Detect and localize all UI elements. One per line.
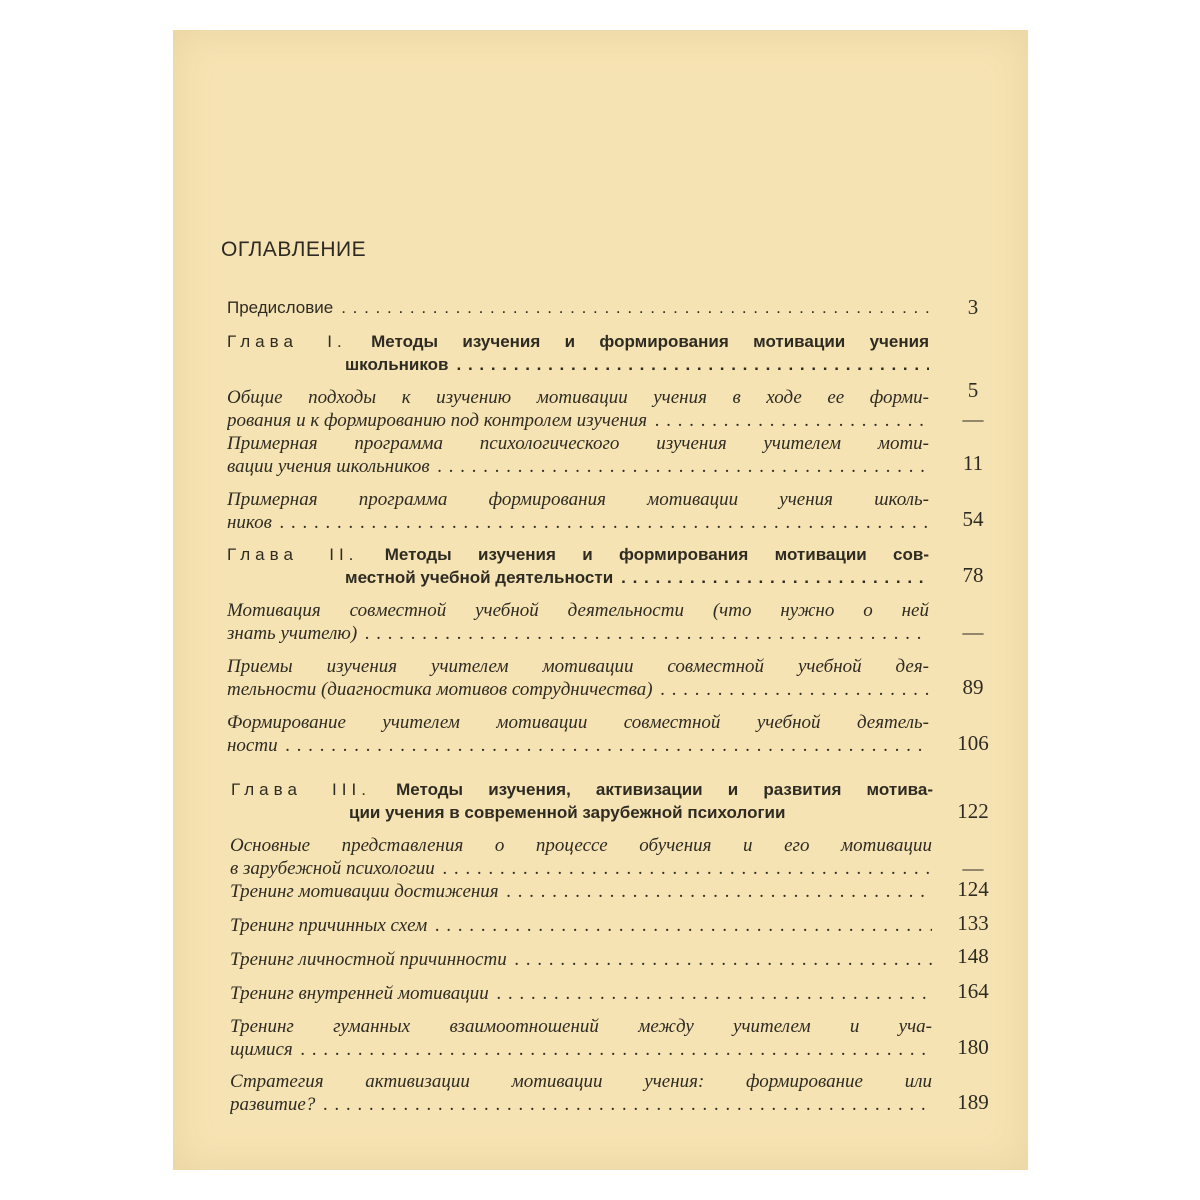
toc-section — [227, 488, 929, 534]
toc-section — [227, 655, 929, 701]
toc-section — [227, 599, 929, 645]
page-title: ОГЛАВЛЕНИЕ — [221, 238, 367, 261]
toc-section — [230, 834, 932, 880]
page-number: 148 — [957, 944, 989, 968]
page-number: 164 — [957, 979, 989, 1003]
page-number: 54 — [962, 507, 984, 531]
page-number: 180 — [957, 1035, 989, 1059]
toc-entry-text: тельности (диагностика мотивов сотрудничества) — [227, 679, 653, 700]
dot-leader — [621, 566, 929, 589]
page-number: 133 — [957, 911, 989, 935]
toc-entry-text: ности — [227, 735, 278, 756]
page-number: 189 — [957, 1090, 989, 1114]
toc-entry-text: рования и к формированию под контролем изучения — [227, 410, 648, 431]
page-number: — — [962, 620, 984, 644]
toc-entry-text: Стратегия активизации мотивации учения: формирование или — [230, 1071, 932, 1092]
page-number: — — [962, 407, 984, 431]
dot-leader — [286, 734, 929, 757]
toc-entry-text: Методы изучения, активизации и развития мотива- — [396, 780, 933, 799]
toc-entry-text: знать учителю) — [227, 623, 358, 644]
toc-section — [230, 982, 932, 1005]
toc-section — [227, 386, 929, 432]
dot-leader — [341, 296, 929, 319]
chapter-label: Глава III. — [231, 780, 371, 799]
toc-entry-text: Приемы изучения учителем мотивации совместной учебной дея- — [227, 656, 929, 677]
toc-entry-text: Примерная программа психологического изучения учителем моти- — [227, 433, 929, 454]
toc-entry-text: Тренинг причинных схем — [230, 915, 428, 936]
page-number: 106 — [957, 731, 989, 755]
dot-leader — [655, 409, 929, 432]
dot-leader — [438, 455, 929, 478]
toc-entry-text: Тренинг гуманных взаимоотношений между учителем и уча- — [230, 1016, 932, 1037]
dot-leader — [497, 982, 932, 1005]
dot-leader — [661, 678, 929, 701]
toc-entry-text: Основные представления о процессе обучения и его мотивации — [230, 835, 932, 856]
toc-section — [230, 880, 932, 903]
page-number: 89 — [962, 675, 984, 699]
dot-leader — [457, 353, 929, 376]
toc-entry-text: Общие подходы к изучению мотивации учения в ходе ее форми- — [227, 387, 929, 408]
chapter-label: Глава II. — [227, 545, 359, 564]
dot-leader — [515, 948, 932, 971]
toc-entry-text: щимися — [230, 1039, 293, 1060]
page-number: 5 — [967, 378, 979, 402]
toc-section — [230, 1015, 932, 1061]
page-number: — — [962, 856, 984, 880]
toc-entry-text: в зарубежной психологии — [230, 858, 435, 879]
toc-chapter-3 — [231, 778, 933, 824]
toc-chapter-2 — [227, 543, 929, 589]
toc-entry-text: Тренинг мотивации достижения — [230, 881, 499, 902]
toc-section — [230, 948, 932, 971]
dot-leader — [507, 880, 932, 903]
page-number: 11 — [962, 451, 984, 475]
toc-entry-text: Предисловие — [227, 298, 334, 317]
toc-entry-preface — [227, 296, 929, 319]
toc-entry-text: Формирование учителем мотивации совместной учебной деятель- — [227, 712, 929, 733]
toc-chapter-1 — [227, 330, 929, 376]
page-number: 78 — [962, 563, 984, 587]
toc-entry-text: школьников — [345, 355, 449, 374]
toc-entry-text: Методы изучения и формирования мотивации сов- — [384, 545, 929, 564]
toc-entry-text: Мотивация совместной учебной деятельности (что нужно о ней — [227, 600, 929, 621]
toc-entry-text: развитие? — [230, 1094, 316, 1115]
toc-entry-text: Тренинг личностной причинности — [230, 949, 507, 970]
toc-entry-text: ции учения в современной зарубежной психологии — [349, 803, 786, 822]
toc-entry-text: Тренинг внутренней мотивации — [230, 983, 489, 1004]
toc-section — [230, 1070, 932, 1116]
toc-section — [227, 432, 929, 478]
toc-entry-text: местной учебной деятельности — [345, 568, 614, 587]
book-page — [173, 30, 1028, 1170]
toc-entry-text: Методы изучения и формирования мотивации учения — [371, 332, 929, 351]
dot-leader — [365, 622, 929, 645]
dot-leader — [280, 511, 929, 534]
chapter-label: Глава I. — [227, 332, 347, 351]
toc-entry-text: вации учения школьников — [227, 456, 430, 477]
page-number: 124 — [957, 877, 989, 901]
dot-leader — [435, 914, 932, 937]
toc-entry-text: Примерная программа формирования мотивации учения школь- — [227, 489, 929, 510]
dot-leader — [443, 857, 932, 880]
toc-entry-text: ников — [227, 512, 272, 533]
dot-leader — [323, 1093, 932, 1116]
page-number: 122 — [957, 799, 989, 823]
dot-leader — [301, 1038, 932, 1061]
page-number: 3 — [967, 295, 979, 319]
toc-section — [230, 914, 932, 937]
toc-section — [227, 711, 929, 757]
